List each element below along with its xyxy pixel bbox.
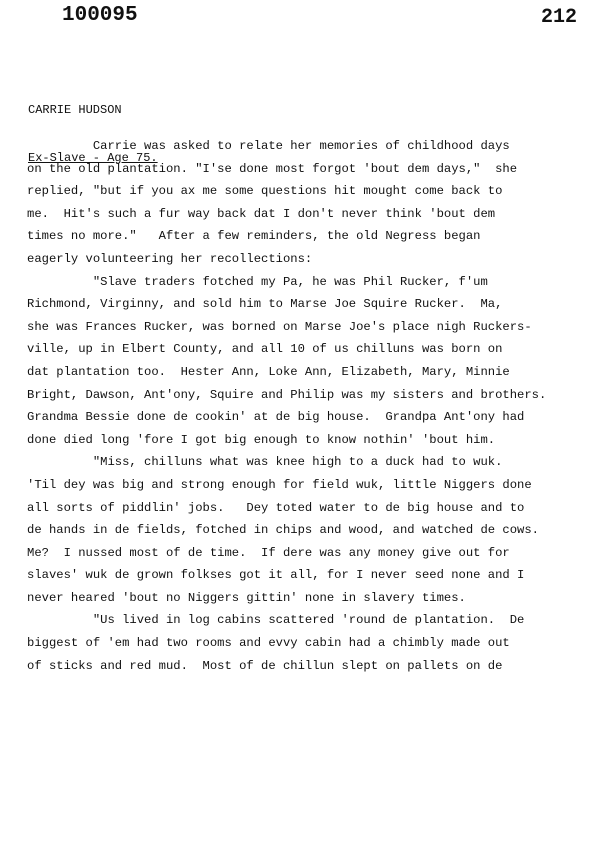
text-line: eagerly volunteering her recollections: bbox=[27, 251, 313, 266]
text-line: 'Til dey was big and strong enough for field wuk, little Niggers done bbox=[27, 477, 532, 492]
text-line: biggest of 'em had two rooms and evvy cabin had a chimbly made out bbox=[27, 636, 510, 651]
text-line: "Miss, chilluns what was knee high to a duck had to wuk. bbox=[27, 455, 503, 470]
subject-description: Ex-Slave - Age 75. bbox=[28, 151, 158, 165]
text-line: slaves' wuk de grown folkses got it all, for I never seed none and I bbox=[27, 568, 525, 583]
text-line: on the old plantation. "I'se done most forgot 'bout dem days," she bbox=[27, 161, 518, 176]
document-number: 100095 bbox=[62, 4, 138, 27]
text-line: me. Hit's such a fur way back dat I don't never think 'bout dem bbox=[27, 206, 496, 221]
text-line: Grandma Bessie done de cookin' at de big house. Grandpa Ant'ony had bbox=[27, 410, 525, 425]
narrative-body bbox=[27, 135, 595, 677]
text-line: "Us lived in log cabins scattered 'round de plantation. De bbox=[27, 613, 525, 628]
text-line: done died long 'fore I got big enough to know nothin' 'bout him. bbox=[27, 432, 496, 447]
text-line: Richmond, Virginny, and sold him to Marse Joe Squire Rucker. Ma, bbox=[27, 297, 503, 312]
text-line: ville, up in Elbert County, and all 10 of us chilluns was born on bbox=[27, 342, 503, 357]
subject-name: CARRIE HUDSON bbox=[28, 103, 122, 117]
text-line: Carrie was asked to relate her memories of childhood days bbox=[27, 139, 510, 153]
text-line: times no more." After a few reminders, the old Negress began bbox=[27, 229, 481, 244]
text-line: Me? I nussed most of de time. If dere was any money give out for bbox=[27, 545, 510, 560]
text-line: "Slave traders fotched my Pa, he was Phil Rucker, f'um bbox=[27, 274, 488, 289]
text-line: she was Frances Rucker, was borned on Marse Joe's place nigh Ruckers- bbox=[27, 319, 532, 334]
text-line: dat plantation too. Hester Ann, Loke Ann, Elizabeth, Mary, Minnie bbox=[27, 364, 510, 379]
text-line: Bright, Dawson, Ant'ony, Squire and Philip was my sisters and brothers. bbox=[27, 387, 547, 402]
page-number: 212 bbox=[541, 6, 578, 29]
text-line: all sorts of piddlin' jobs. Dey toted water to de big house and to bbox=[27, 500, 525, 515]
text-line: de hands in de fields, fotched in chips and wood, and watched de cows. bbox=[27, 523, 539, 538]
text-line: of sticks and red mud. Most of de chillun slept on pallets on de bbox=[27, 658, 503, 673]
text-line: never heared 'bout no Niggers gittin' none in slavery times. bbox=[27, 590, 466, 605]
text-line: replied, "but if you ax me some questions hit mought come back to bbox=[27, 184, 503, 199]
